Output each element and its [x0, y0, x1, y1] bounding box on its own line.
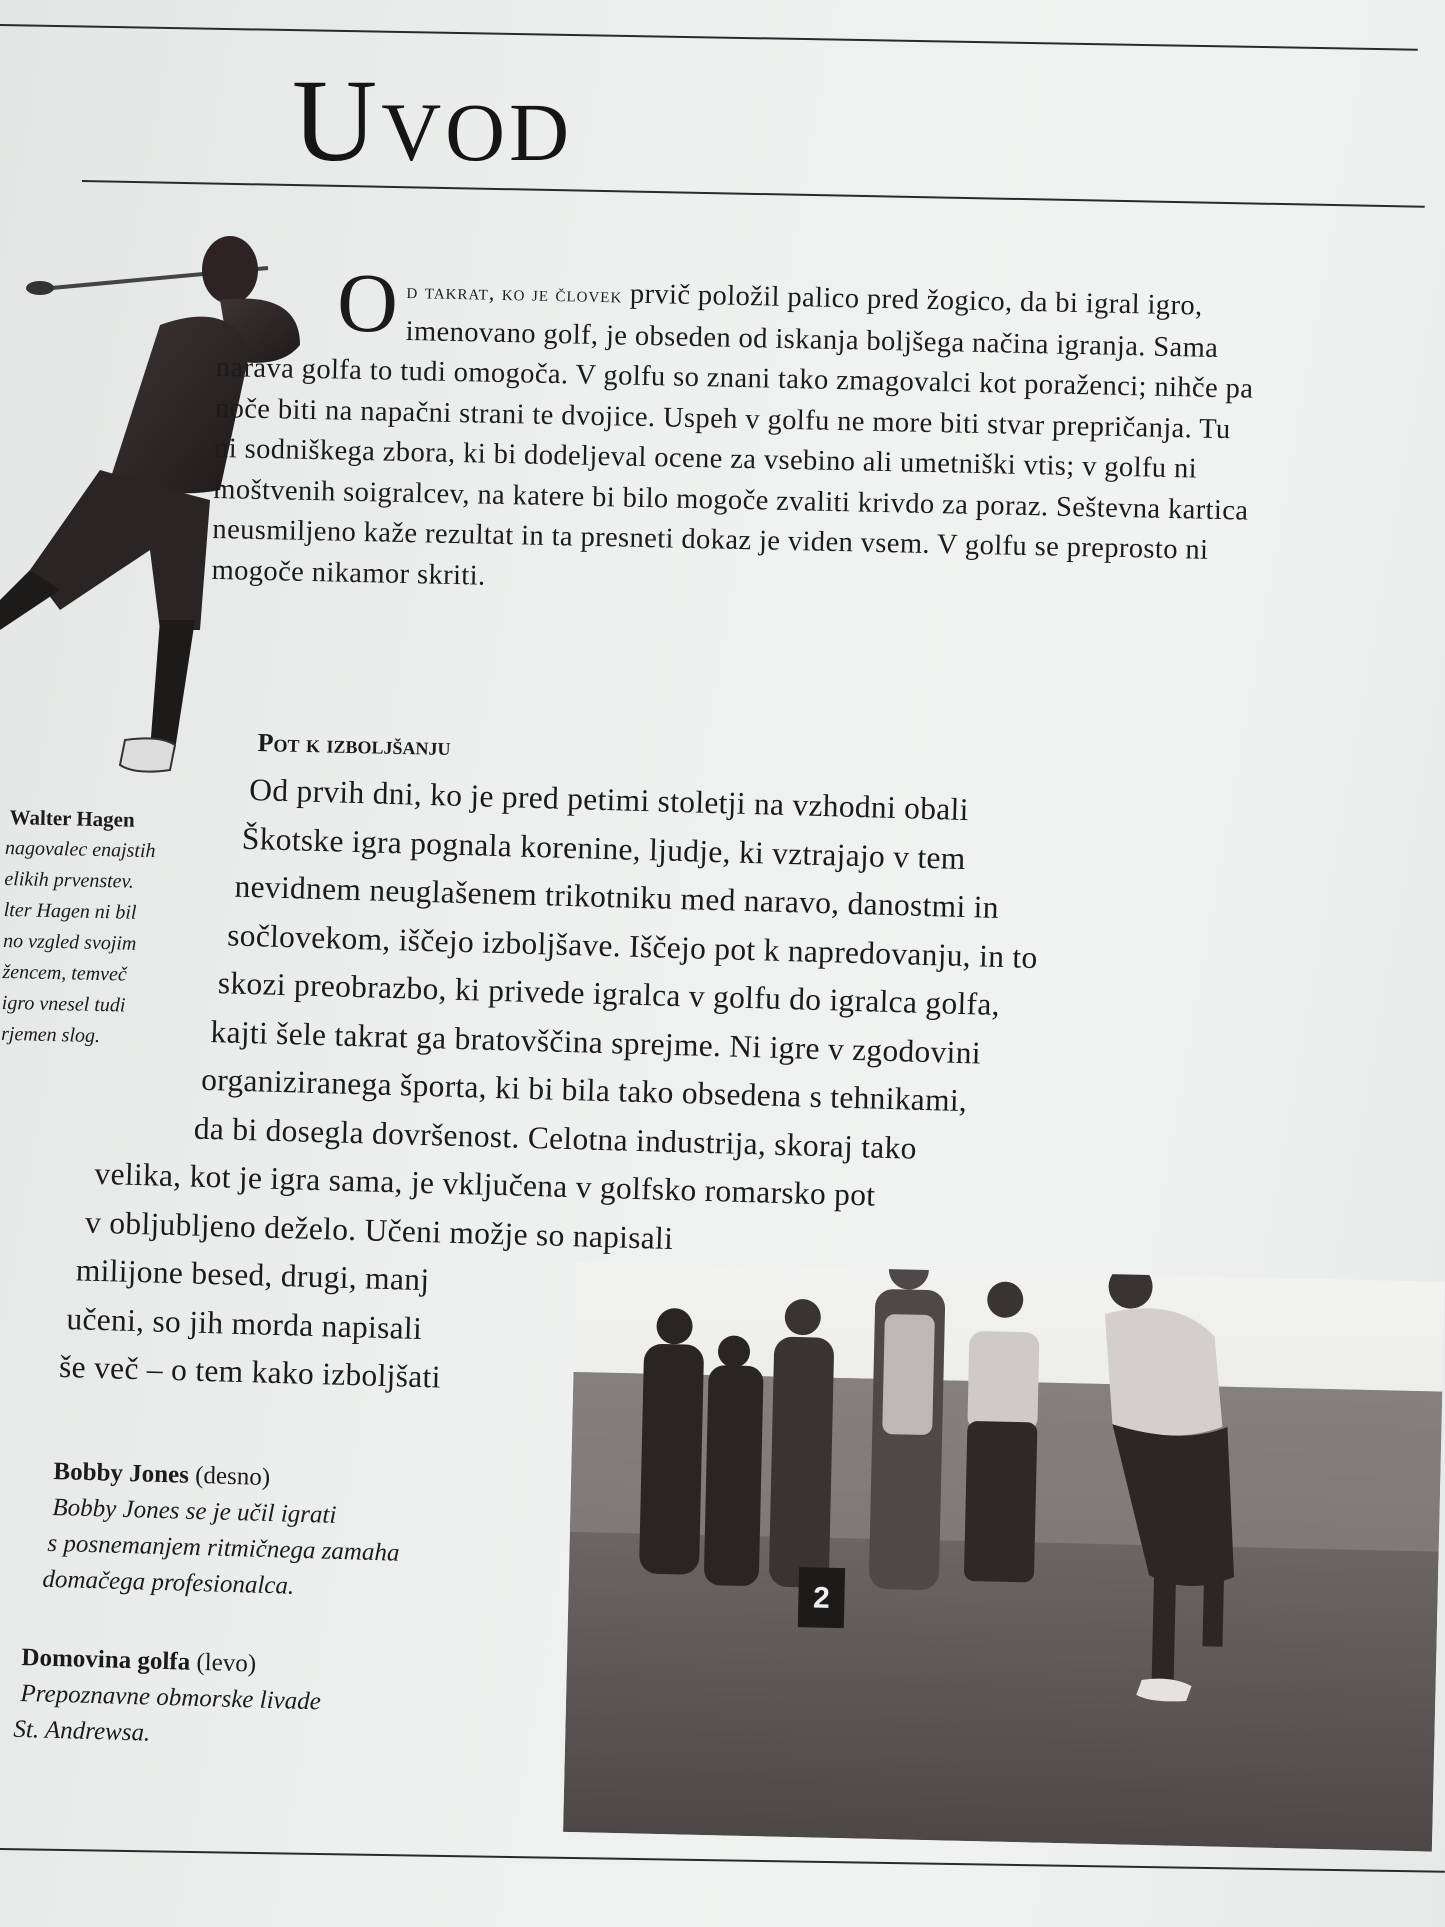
title-rule — [82, 180, 1425, 208]
section-line: še več – o tem kako izboljšati — [58, 1348, 442, 1395]
caption-line: elikih prvenstev. — [4, 867, 135, 893]
caption-line: Bobby Jones se je učil igrati — [52, 1493, 337, 1529]
caption-note: (desno) — [194, 1461, 271, 1492]
bottom-rule — [0, 1848, 1445, 1873]
section-line: učeni, so jih morda napisali — [66, 1300, 423, 1346]
section-line: velika, kot je igra sama, je vključena v golfsko romarsko pot — [94, 1155, 876, 1213]
caption-walter-hagen — [1, 802, 157, 1053]
caption-line: s posnemanjem ritmičnega zamaha — [47, 1529, 400, 1567]
intro-text: prvič položil palico pred žogico, da bi igral igro, imenovano golf, je obseden od iskanja boljšega načina igranja. Sama narava golfa to tudi omogoča. V golfu so znani tako zmagovalci kot poraženci; nihče pa noče biti na napačni strani te dvojice. Uspeh v golfu ne more biti stvar prepričanja. Tu ni sodniškega zbora, ki bi dodeljeval ocene za vsebino ali umetniški vtis; v golfu ni moštvenih soigralcev, na katere bi bilo mogoče zvaliti krivdo za poraz. Seštevna kartica neusmiljeno kaže rezultat in ta presneti dokaz je viden vsem. V golfu se preprosto ni mogoče nikamor skriti. — [211, 278, 1254, 592]
caddie-number: 2 — [812, 1581, 831, 1615]
caption-name: Domovina golfa — [21, 1643, 191, 1676]
caption-line: Prepoznavne obmorske livade — [20, 1679, 322, 1716]
page-title: Uvod — [292, 55, 574, 186]
section-line: skozi preobrazbo, ki privede igralca v golfu do igralca golfa, — [217, 965, 1001, 1023]
section-line: nevidnem neuglašenem trikotniku med naravo, danostmi in — [234, 868, 1000, 925]
top-rule — [0, 24, 1418, 51]
caption-line: žencem, temveč — [2, 960, 128, 986]
section-line: organiziranega športa, ki bi bila tako obsedena s tehnikami, — [200, 1061, 968, 1119]
caption-note: (levo) — [196, 1648, 257, 1678]
section-heading: Pot k izboljšanju — [257, 728, 451, 762]
caption-line: nagovalec enajstih — [4, 836, 156, 863]
caption-name: Walter Hagen — [9, 805, 135, 832]
bobby-jones-group-photo — [563, 1262, 1445, 1852]
section-line: da bi dosegla dovršenost. Celotna industrija, skoraj tako — [193, 1110, 918, 1166]
section-line: v obljubljeno deželo. Učeni možje so napisali — [84, 1204, 674, 1256]
section-line: milijone besed, drugi, manj — [75, 1252, 430, 1298]
caption-line: rjemen slog. — [0, 1022, 101, 1048]
caption-name: Bobby Jones — [53, 1457, 190, 1489]
drop-cap: O — [336, 256, 400, 351]
caption-line: igro vnesel tudi — [1, 991, 126, 1017]
caption-line: lter Hagen ni bil — [3, 898, 137, 924]
section-line: sočlovekom, iščejo izboljšave. Iščejo pot k napredovanju, in to — [226, 916, 1039, 975]
intro-paragraph — [211, 256, 1258, 613]
section-line: Škotske igra pognala korenine, ljudje, ki vztrajajo v tem — [241, 820, 967, 876]
section-line: kajti šele takrat ga bratovščina sprejme. Ni igre v zgodovini — [210, 1013, 982, 1071]
caption-line: domačega profesionalca. — [42, 1565, 295, 1600]
section-line: Od prvih dni, ko je pred petimi stoletji na vzhodni obali — [248, 771, 970, 828]
caption-line: St. Andrewsa. — [13, 1715, 151, 1747]
caption-domovina-golfa — [13, 1640, 322, 1756]
intro-lead-small-caps: d takrat, ko je človek — [406, 277, 623, 308]
caption-line: no vzgled svojim — [2, 929, 137, 955]
caption-bobby-jones — [42, 1454, 402, 1608]
